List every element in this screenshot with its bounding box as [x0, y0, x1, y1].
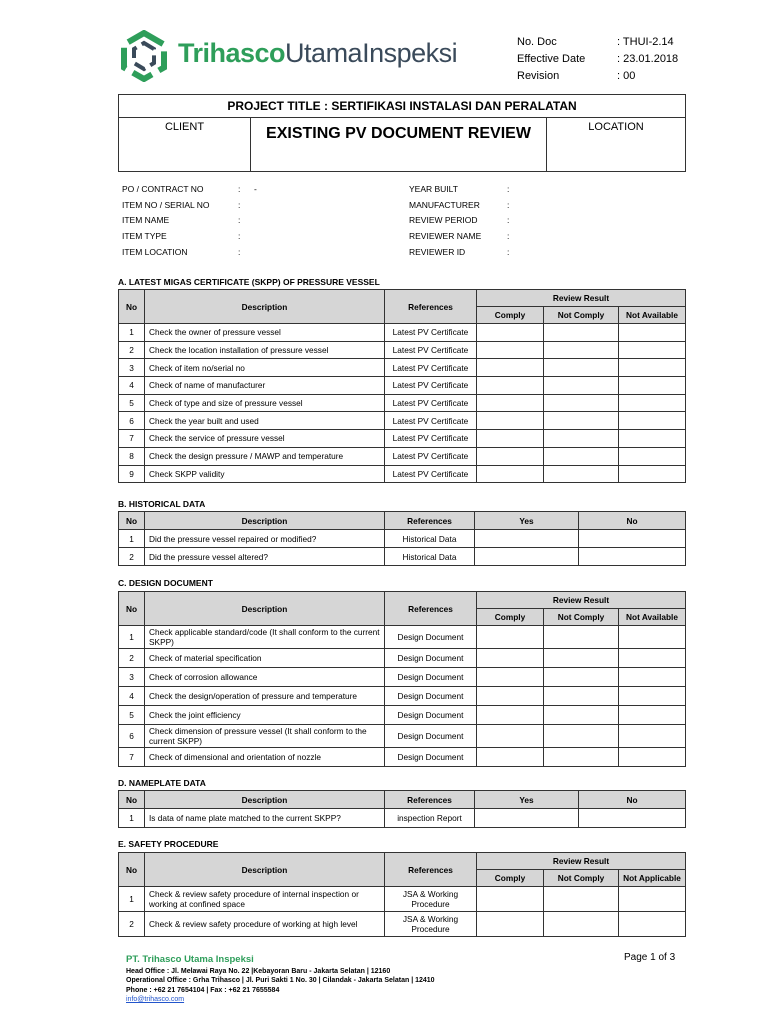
col-header-no: No: [119, 853, 145, 887]
review-result-cell[interactable]: [477, 626, 544, 649]
review-result-cell[interactable]: [619, 377, 686, 395]
row-description: Check the joint efficiency: [145, 706, 385, 725]
row-description: Did the pressure vessel altered?: [145, 548, 385, 566]
info-colon: :: [238, 231, 241, 242]
row-description: Check of dimensional and orientation of nozzle: [145, 748, 385, 767]
review-result-cell[interactable]: [619, 748, 686, 767]
row-reference: Design Document: [385, 649, 477, 668]
review-result-cell[interactable]: [619, 725, 686, 748]
col-header-no-answer: No: [579, 791, 686, 809]
col-header-references: References: [385, 791, 475, 809]
row-number: 1: [119, 626, 145, 649]
row-description: Is data of name plate matched to the current SKPP?: [145, 809, 385, 828]
row-reference: Design Document: [385, 687, 477, 706]
row-description: Check the service of pressure vessel: [145, 430, 385, 448]
effective-date-value: : 23.01.2018: [617, 53, 679, 65]
info-colon: :: [238, 199, 241, 210]
doc-info-row: [517, 68, 678, 85]
row-reference: JSA & Working Procedure: [385, 887, 477, 912]
col-header-not-comply: Not Comply: [544, 307, 619, 324]
col-header-not-comply: Not Comply: [544, 870, 619, 887]
title-box: [118, 94, 686, 172]
review-result-cell[interactable]: [619, 430, 686, 448]
row-number: 1: [119, 530, 145, 548]
effective-date-label: Effective Date: [517, 53, 586, 65]
review-result-cell[interactable]: [619, 465, 686, 483]
review-result-cell[interactable]: [544, 725, 619, 748]
info-row: [122, 213, 257, 229]
col-header-no: No: [119, 290, 145, 324]
doc-no-label: No. Doc: [517, 36, 557, 48]
row-number: 2: [119, 649, 145, 668]
logo-word-trihasco: Trihasco: [178, 38, 286, 68]
table-row: [119, 412, 686, 430]
row-description: Check the design pressure / MAWP and temperature: [145, 447, 385, 465]
info-row: [409, 245, 523, 261]
col-header-comply: Comply: [477, 870, 544, 887]
row-number: 1: [119, 887, 145, 912]
col-header-not-applicable: Not Applicable: [619, 870, 686, 887]
review-result-cell[interactable]: [544, 649, 619, 668]
info-label: REVIEWER ID: [409, 246, 466, 257]
review-result-cell[interactable]: [477, 887, 544, 912]
row-reference: Historical Data: [385, 548, 475, 566]
logo-wordmark: [178, 38, 457, 69]
review-result-cell[interactable]: [475, 809, 579, 828]
review-result-cell[interactable]: [544, 668, 619, 687]
info-label: ITEM TYPE: [122, 231, 167, 242]
info-colon: :: [507, 246, 510, 257]
row-number: 2: [119, 548, 145, 566]
row-description: Check dimension of pressure vessel (It shall conform to the current SKPP): [145, 725, 385, 748]
col-header-references: References: [385, 592, 477, 626]
review-result-cell[interactable]: [619, 412, 686, 430]
col-header-no: No: [119, 592, 145, 626]
footer: [126, 955, 435, 1005]
page-number: Page 1 of 3: [624, 952, 676, 963]
revision-value: : 00: [617, 70, 636, 82]
row-description: Check applicable standard/code (It shall conform to the current SKPP): [145, 626, 385, 649]
row-reference: Latest PV Certificate: [385, 430, 477, 448]
table-row: [119, 447, 686, 465]
review-result-cell[interactable]: [544, 447, 619, 465]
operational-office-label: Operational Office :: [126, 977, 191, 984]
review-result-cell[interactable]: [619, 649, 686, 668]
row-description: Check & review safety procedure of internal inspection or working at confined space: [145, 887, 385, 912]
col-header-references: References: [385, 853, 477, 887]
info-row: [409, 229, 523, 245]
review-result-cell[interactable]: [477, 341, 544, 359]
table-row: [119, 725, 686, 748]
footer-email-link[interactable]: info@trihasco.com: [126, 996, 185, 1003]
footer-company: PT. Trihasco Utama Inspeksi: [126, 954, 254, 965]
review-result-cell[interactable]: [477, 725, 544, 748]
review-result-cell[interactable]: [477, 706, 544, 725]
review-result-cell[interactable]: [544, 341, 619, 359]
col-header-no: No: [119, 791, 145, 809]
info-label: REVIEW PERIOD: [409, 215, 478, 226]
review-result-cell[interactable]: [475, 548, 579, 566]
section-d-title: D. NAMEPLATE DATA: [118, 778, 206, 788]
review-result-cell[interactable]: [477, 359, 544, 377]
review-result-cell[interactable]: [544, 430, 619, 448]
review-result-cell[interactable]: [477, 748, 544, 767]
section-d-table: [118, 790, 686, 828]
review-result-cell[interactable]: [579, 530, 686, 548]
col-header-no: No: [119, 512, 145, 530]
row-number: 1: [119, 324, 145, 342]
table-row: [119, 548, 686, 566]
row-reference: Design Document: [385, 668, 477, 687]
section-e-title: E. SAFETY PROCEDURE: [118, 839, 219, 849]
doc-info-row: [517, 51, 678, 68]
review-result-cell[interactable]: [619, 447, 686, 465]
info-label: ITEM NAME: [122, 215, 170, 226]
row-reference: Design Document: [385, 748, 477, 767]
revision-label: Revision: [517, 70, 560, 82]
review-result-cell[interactable]: [544, 359, 619, 377]
row-number: 3: [119, 668, 145, 687]
doc-no-value: : THUI-2.14: [617, 36, 674, 48]
row-number: 7: [119, 748, 145, 767]
row-description: Check of corrosion allowance: [145, 668, 385, 687]
row-number: 3: [119, 359, 145, 377]
col-header-comply: Comply: [477, 307, 544, 324]
row-number: 1: [119, 809, 145, 828]
table-row: [119, 668, 686, 687]
info-label: PO / CONTRACT NO: [122, 184, 204, 194]
row-reference: Latest PV Certificate: [385, 465, 477, 483]
review-result-cell[interactable]: [579, 809, 686, 828]
review-result-cell[interactable]: [544, 626, 619, 649]
review-result-cell[interactable]: [544, 412, 619, 430]
review-result-cell[interactable]: [544, 377, 619, 395]
table-row: [119, 359, 686, 377]
col-header-comply: Comply: [477, 609, 544, 626]
section-e-table: [118, 852, 686, 937]
col-header-description: Description: [145, 512, 385, 530]
row-reference: Design Document: [385, 706, 477, 725]
operational-office-address: Grha Trihasco | Jl. Puri Sakti 1 No. 30 | Cilandak - Jakarta Selatan | 12410: [190, 977, 435, 984]
info-colon: :: [238, 246, 241, 257]
table-row: [119, 912, 686, 937]
info-colon: :: [507, 231, 510, 242]
table-row: [119, 377, 686, 395]
table-row: [119, 626, 686, 649]
col-header-description: Description: [145, 791, 385, 809]
doc-info: [517, 34, 678, 85]
footer-head-office: [126, 967, 435, 977]
row-number: 5: [119, 394, 145, 412]
review-result-cell[interactable]: [477, 394, 544, 412]
review-result-cell[interactable]: [544, 324, 619, 342]
info-colon: :: [238, 184, 241, 194]
col-header-review-result: Review Result: [477, 290, 686, 307]
head-office-label: Head Office :: [126, 967, 170, 975]
hexagon-logo-icon: [118, 30, 170, 82]
location-label: LOCATION: [588, 121, 644, 133]
review-result-cell[interactable]: [477, 649, 544, 668]
info-row: [122, 245, 257, 261]
info-label: ITEM LOCATION: [122, 246, 188, 257]
section-b-title: B. HISTORICAL DATA: [118, 499, 206, 509]
section-a-title: A. LATEST MIGAS CERTIFICATE (SKPP) OF PRESSURE VESSEL: [118, 277, 380, 287]
section-c-title: C. DESIGN DOCUMENT: [118, 578, 213, 588]
review-result-cell[interactable]: [477, 687, 544, 706]
row-number: 8: [119, 447, 145, 465]
info-left: [122, 182, 257, 261]
review-result-cell[interactable]: [619, 706, 686, 725]
info-label: ITEM NO / SERIAL NO: [122, 199, 210, 210]
row-reference: Latest PV Certificate: [385, 412, 477, 430]
table-row: [119, 430, 686, 448]
footer-phone: Phone : +62 21 7654104 | Fax : +62 21 7655584: [126, 986, 280, 994]
col-header-no-answer: No: [579, 512, 686, 530]
review-result-cell[interactable]: [544, 465, 619, 483]
review-result-cell[interactable]: [619, 394, 686, 412]
review-result-cell[interactable]: [544, 748, 619, 767]
info-row: [122, 229, 257, 245]
row-reference: Latest PV Certificate: [385, 394, 477, 412]
review-result-cell[interactable]: [544, 912, 619, 937]
review-result-cell[interactable]: [544, 887, 619, 912]
info-row: [409, 182, 523, 198]
row-number: 7: [119, 430, 145, 448]
col-header-yes: Yes: [475, 512, 579, 530]
row-description: Check & review safety procedure of working at high level: [145, 912, 385, 937]
info-colon: :: [507, 184, 510, 194]
info-row: [122, 198, 257, 214]
section-c-table: [118, 591, 686, 767]
review-result-cell[interactable]: [477, 430, 544, 448]
review-result-cell[interactable]: [619, 912, 686, 937]
review-result-cell[interactable]: [619, 668, 686, 687]
row-description: Check the year built and used: [145, 412, 385, 430]
row-description: Did the pressure vessel repaired or modified?: [145, 530, 385, 548]
section-b-table: [118, 511, 686, 566]
col-header-not-available: Not Available: [619, 307, 686, 324]
col-header-references: References: [385, 512, 475, 530]
review-result-cell[interactable]: [544, 687, 619, 706]
col-header-yes: Yes: [475, 791, 579, 809]
table-row: [119, 324, 686, 342]
head-office-address: Jl. Melawai Raya No. 22 |Kebayoran Baru - Jakarta Selatan | 12160: [169, 967, 391, 975]
row-reference: Historical Data: [385, 530, 475, 548]
review-result-cell[interactable]: [619, 687, 686, 706]
info-row: [409, 213, 523, 229]
doc-info-row: [517, 34, 678, 51]
col-header-description: Description: [145, 592, 385, 626]
info-colon: :: [238, 215, 241, 226]
info-value: -: [254, 184, 257, 194]
review-result-cell[interactable]: [619, 324, 686, 342]
footer-operational-office: [126, 976, 435, 986]
table-row: [119, 748, 686, 767]
row-description: Check the owner of pressure vessel: [145, 324, 385, 342]
row-number: 6: [119, 412, 145, 430]
review-result-cell[interactable]: [477, 668, 544, 687]
col-header-not-comply: Not Comply: [544, 609, 619, 626]
info-label: YEAR BUILT: [409, 184, 458, 194]
document-title: EXISTING PV DOCUMENT REVIEW: [251, 117, 547, 171]
row-reference: Latest PV Certificate: [385, 341, 477, 359]
col-header-references: References: [385, 290, 477, 324]
table-row: [119, 687, 686, 706]
row-reference: Latest PV Certificate: [385, 447, 477, 465]
review-result-cell[interactable]: [544, 394, 619, 412]
row-reference: inspection Report: [385, 809, 475, 828]
review-result-cell[interactable]: [477, 912, 544, 937]
table-row: [119, 887, 686, 912]
row-reference: Latest PV Certificate: [385, 359, 477, 377]
info-row: [122, 182, 257, 198]
table-row: [119, 530, 686, 548]
info-label: MANUFACTURER: [409, 199, 480, 210]
row-reference: Design Document: [385, 626, 477, 649]
table-row: [119, 394, 686, 412]
review-result-cell[interactable]: [544, 706, 619, 725]
review-result-cell[interactable]: [579, 548, 686, 566]
review-result-cell[interactable]: [619, 887, 686, 912]
row-reference: Latest PV Certificate: [385, 377, 477, 395]
row-number: 9: [119, 465, 145, 483]
row-number: 4: [119, 377, 145, 395]
table-row: [119, 649, 686, 668]
row-description: Check the location installation of pressure vessel: [145, 341, 385, 359]
row-number: 5: [119, 706, 145, 725]
review-result-cell[interactable]: [477, 412, 544, 430]
row-description: Check of type and size of pressure vessel: [145, 394, 385, 412]
row-reference: Design Document: [385, 725, 477, 748]
client-label: CLIENT: [119, 117, 251, 171]
info-row: [409, 198, 523, 214]
row-number: 4: [119, 687, 145, 706]
row-number: 6: [119, 725, 145, 748]
review-result-cell[interactable]: [477, 324, 544, 342]
row-description: Check of name of manufacturer: [145, 377, 385, 395]
review-result-cell[interactable]: [619, 626, 686, 649]
row-number: 2: [119, 341, 145, 359]
col-header-not-available: Not Available: [619, 609, 686, 626]
row-description: Check the design/operation of pressure and temperature: [145, 687, 385, 706]
row-number: 2: [119, 912, 145, 937]
row-description: Check SKPP validity: [145, 465, 385, 483]
review-result-cell[interactable]: [477, 465, 544, 483]
review-result-cell[interactable]: [475, 530, 579, 548]
row-description: Check of material specification: [145, 649, 385, 668]
info-colon: :: [507, 199, 510, 210]
col-header-description: Description: [145, 290, 385, 324]
row-description: Check of item no/serial no: [145, 359, 385, 377]
review-result-cell[interactable]: [477, 447, 544, 465]
project-title: PROJECT TITLE : SERTIFIKASI INSTALASI DAN PERALATAN: [119, 95, 685, 118]
col-header-description: Description: [145, 853, 385, 887]
table-row: [119, 706, 686, 725]
review-result-cell[interactable]: [477, 377, 544, 395]
info-label: REVIEWER NAME: [409, 231, 482, 242]
col-header-review-result: Review Result: [477, 592, 686, 609]
table-row: [119, 341, 686, 359]
section-a-table: [118, 289, 686, 483]
info-colon: :: [507, 215, 510, 226]
row-reference: JSA & Working Procedure: [385, 912, 477, 937]
table-row: [119, 465, 686, 483]
review-result-cell[interactable]: [619, 341, 686, 359]
review-result-cell[interactable]: [619, 359, 686, 377]
table-row: [119, 809, 686, 828]
info-right: [409, 182, 523, 261]
row-reference: Latest PV Certificate: [385, 324, 477, 342]
logo-word-utama: UtamaInspeksi: [285, 38, 458, 68]
col-header-review-result: Review Result: [477, 853, 686, 870]
